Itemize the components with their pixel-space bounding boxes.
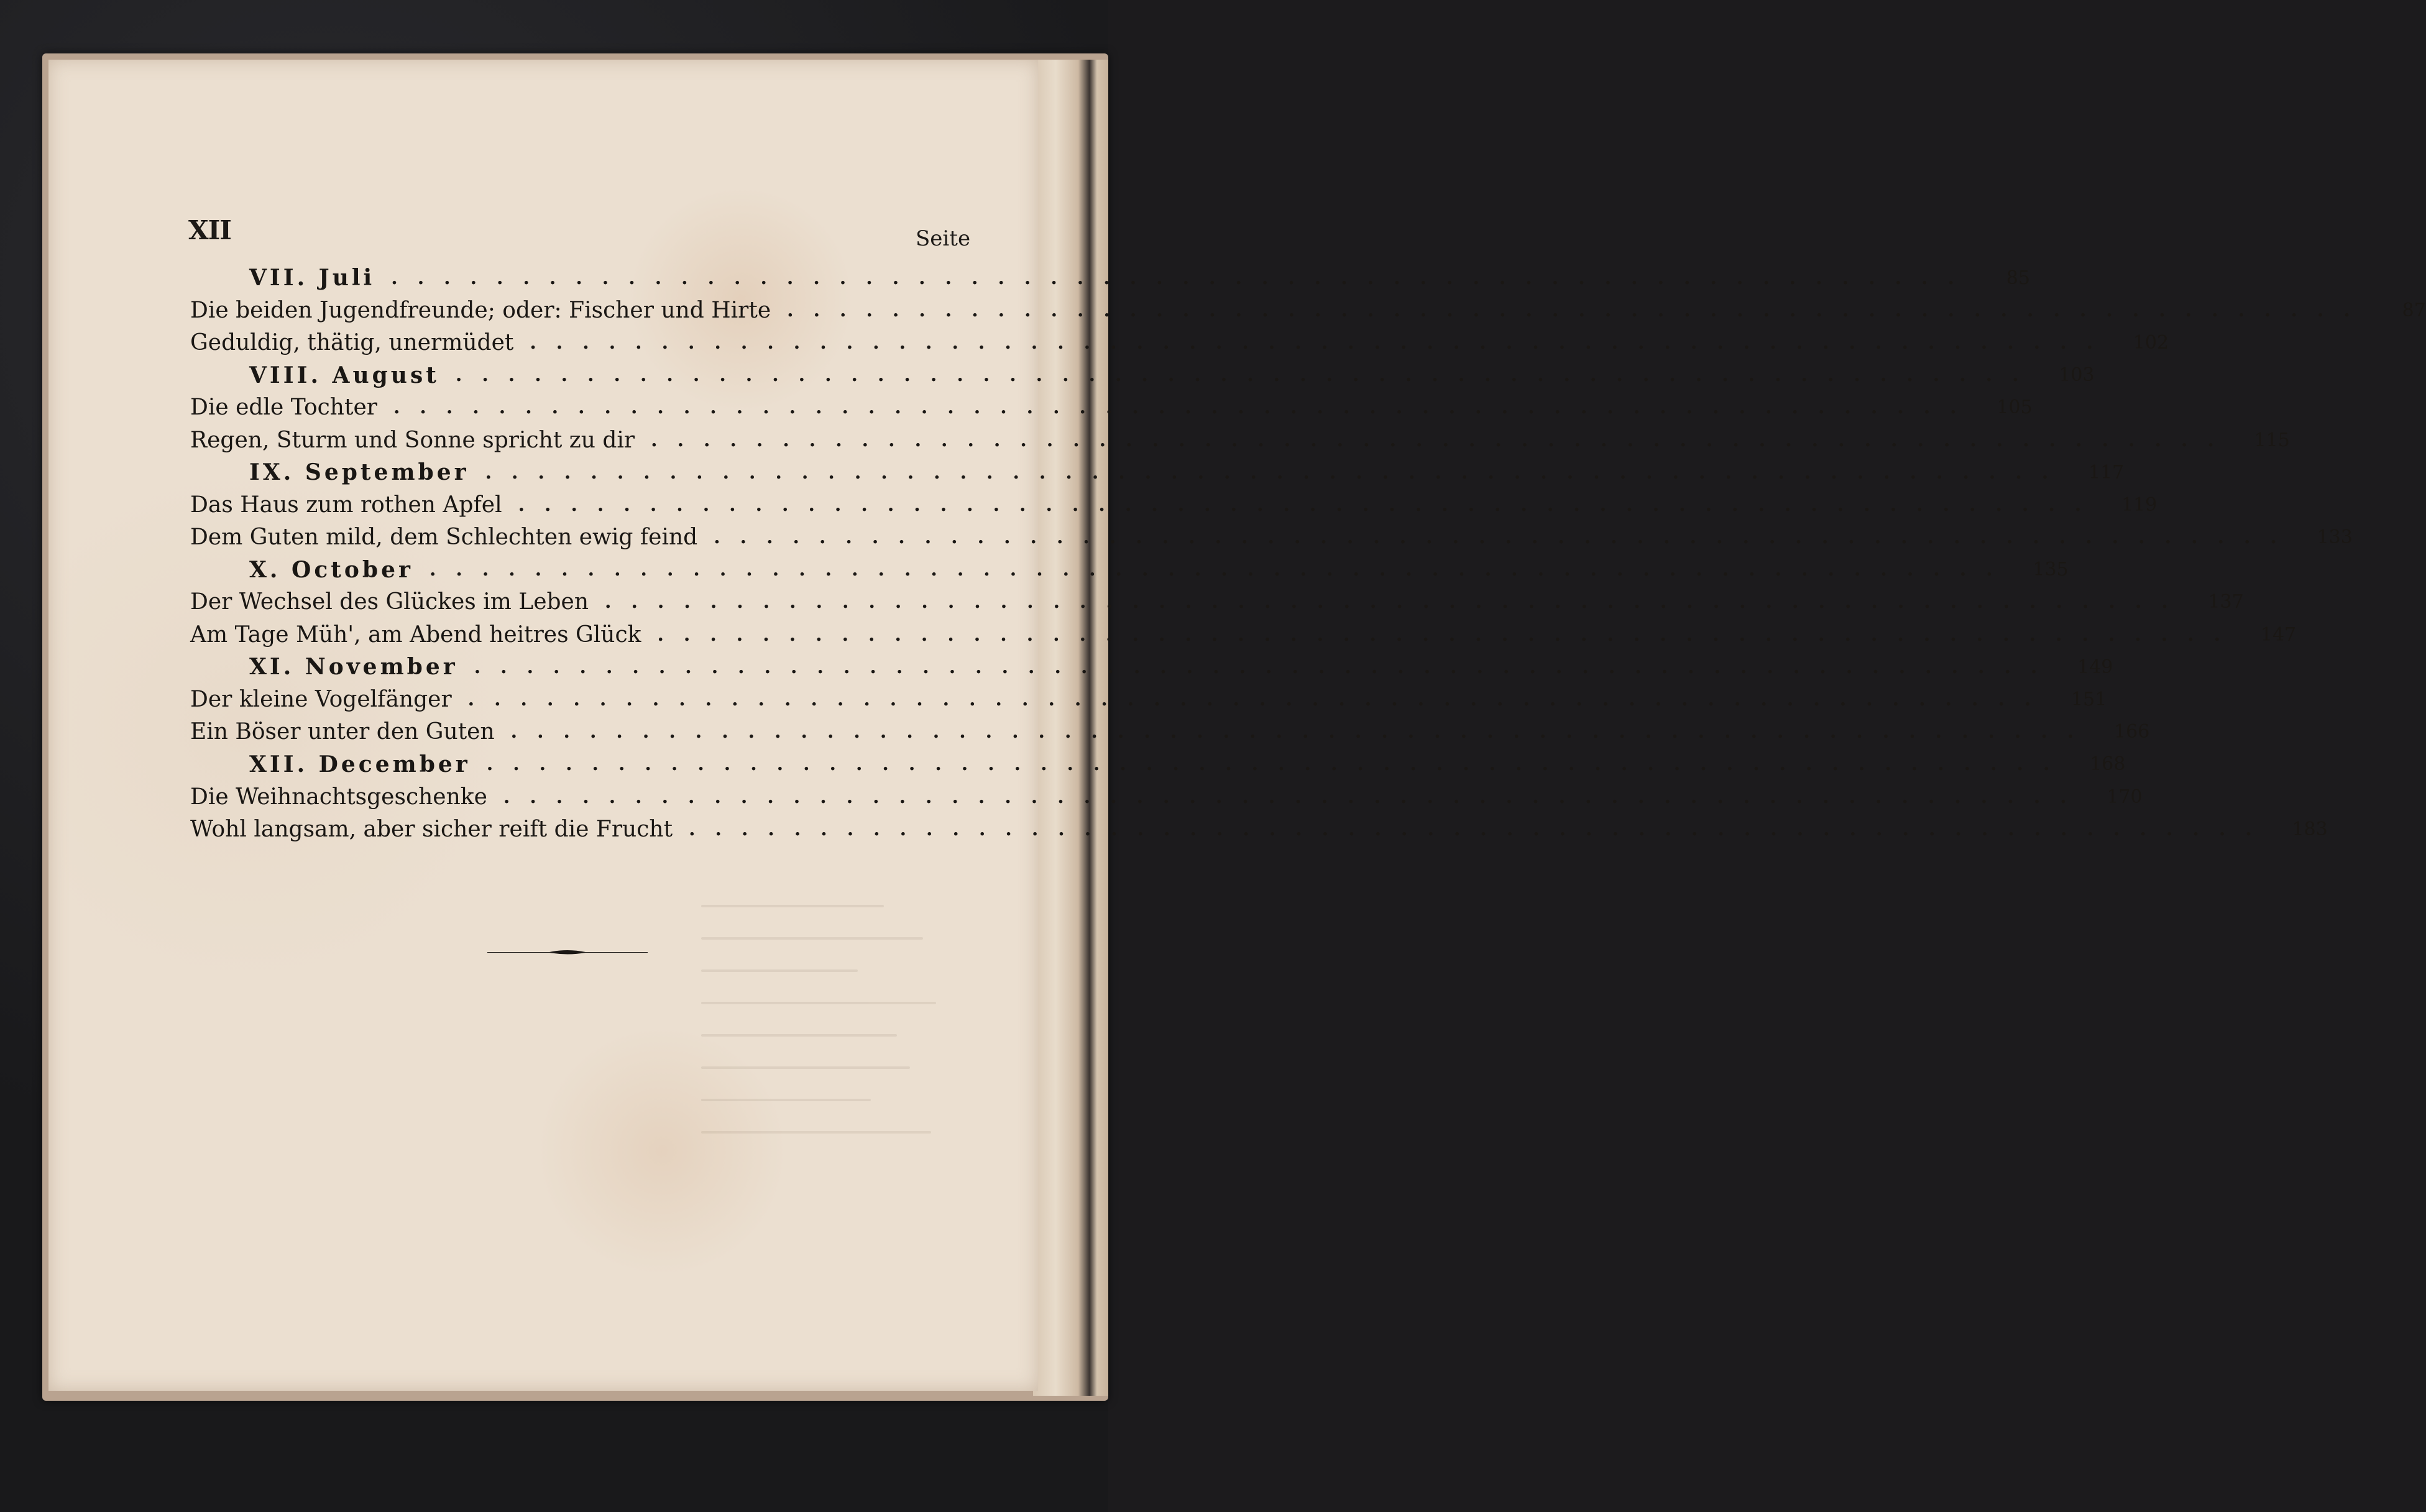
toc-entry-title: Geduldig, thätig, unermüdet: [190, 329, 514, 355]
toc-entry-page: 85: [2006, 267, 2030, 289]
table-of-contents: [190, 262, 2426, 845]
toc-entry: [190, 683, 2107, 715]
toc-entry-page: 170: [2107, 786, 2143, 808]
dot-leader: ............................................................: [429, 559, 2013, 581]
toc-entry: [190, 618, 2297, 651]
toc-entry-page: 151: [2071, 689, 2107, 711]
toc-entry-title: VII. Juli: [249, 265, 375, 291]
dot-leader: ............................................................: [605, 591, 2188, 613]
toc-entry-title: Regen, Sturm und Sonne spricht zu dir: [190, 427, 635, 453]
toc-entry-page: 133: [2317, 526, 2353, 549]
dot-leader: ............................................................: [474, 656, 2057, 678]
toc-entry-title: Die beiden Jugendfreunde; oder: Fischer und Hirte: [190, 297, 771, 323]
dot-leader: ............................................................: [787, 299, 2370, 321]
dot-leader: ............................................................: [467, 689, 2051, 711]
toc-entry-title: Der Wechsel des Glückes im Leben: [190, 589, 589, 615]
toc-entry-title: Dem Guten mild, dem Schlechten ewig feind: [190, 525, 698, 551]
toc-entry: [190, 813, 2328, 845]
page-number-roman: XII: [188, 215, 231, 245]
dot-leader: ............................................................: [486, 753, 2070, 776]
toc-entry-title: Die edle Tochter: [190, 395, 377, 421]
toc-entry-page: 103: [2059, 364, 2095, 387]
toc-entry: [190, 326, 2169, 359]
toc-month-heading: [190, 651, 2113, 683]
show-through: [701, 905, 962, 1228]
dot-leader: ............................................................: [657, 623, 2241, 646]
toc-month-heading: [190, 748, 2126, 781]
dot-leader: ............................................................: [714, 526, 2297, 549]
dot-leader: ............................................................: [503, 786, 2087, 808]
dot-leader: ............................................................: [391, 267, 1974, 289]
closing-ornament: [487, 947, 648, 957]
toc-entry-title: Wohl langsam, aber sicher reift die Frucht: [190, 816, 673, 842]
toc-entry-title: XII. December: [249, 751, 471, 777]
toc-entry-title: VIII. August: [249, 362, 439, 388]
dot-leader: ............................................................: [651, 429, 2234, 451]
dot-leader: ............................................................: [393, 396, 1977, 419]
book-page: [48, 60, 2426, 1391]
toc-entry: [190, 488, 2157, 521]
toc-entry-page: 149: [2077, 656, 2113, 678]
toc-month-heading: [190, 456, 2125, 488]
dot-leader: ............................................................: [510, 721, 2094, 743]
toc-entry: [190, 424, 2290, 456]
toc-entry: [190, 716, 2150, 748]
toc-entry-title: Das Haus zum rothen Apfel: [190, 492, 502, 518]
toc-entry-title: XI. November: [249, 654, 458, 680]
toc-entry-title: Die Weihnachtsgeschenke: [190, 784, 487, 810]
toc-entry-page: 135: [2033, 559, 2069, 581]
dot-leader: ............................................................: [485, 461, 2069, 483]
dot-leader: ............................................................: [518, 493, 2102, 516]
dot-leader: ............................................................: [455, 364, 2039, 387]
toc-entry-title: IX. September: [249, 459, 469, 486]
toc-entry-page: 115: [2254, 429, 2290, 451]
toc-entry-page: 102: [2133, 331, 2169, 354]
toc-entry: [190, 586, 2244, 618]
dot-leader: ............................................................: [689, 818, 2272, 840]
dot-leader: ............................................................: [530, 331, 2113, 354]
toc-entry-page: 168: [2090, 753, 2126, 776]
page-column-header: Seite: [916, 226, 971, 251]
toc-entry-page: 137: [2208, 591, 2244, 613]
toc-entry-title: Der kleine Vogelfänger: [190, 687, 452, 713]
toc-entry: [190, 781, 2143, 813]
toc-entry: [190, 521, 2353, 554]
toc-entry: [190, 392, 2033, 424]
toc-entry-page: 117: [2088, 461, 2125, 483]
toc-entry-page: 166: [2114, 721, 2150, 743]
toc-entry-page: 119: [2121, 493, 2157, 516]
toc-month-heading: [190, 554, 2069, 586]
toc-entry-page: 105: [1996, 396, 2033, 419]
toc-entry: [190, 294, 2426, 326]
toc-entry-page: 183: [2292, 818, 2328, 840]
toc-entry-page: 87: [2402, 299, 2426, 321]
toc-entry-title: X. October: [249, 556, 413, 583]
toc-month-heading: [190, 359, 2095, 392]
toc-month-heading: [190, 262, 2030, 294]
toc-entry-title: Am Tage Müh', am Abend heitres Glück: [190, 621, 641, 648]
toc-entry-title: Ein Böser unter den Guten: [190, 719, 495, 745]
toc-entry-page: 147: [2260, 623, 2297, 646]
